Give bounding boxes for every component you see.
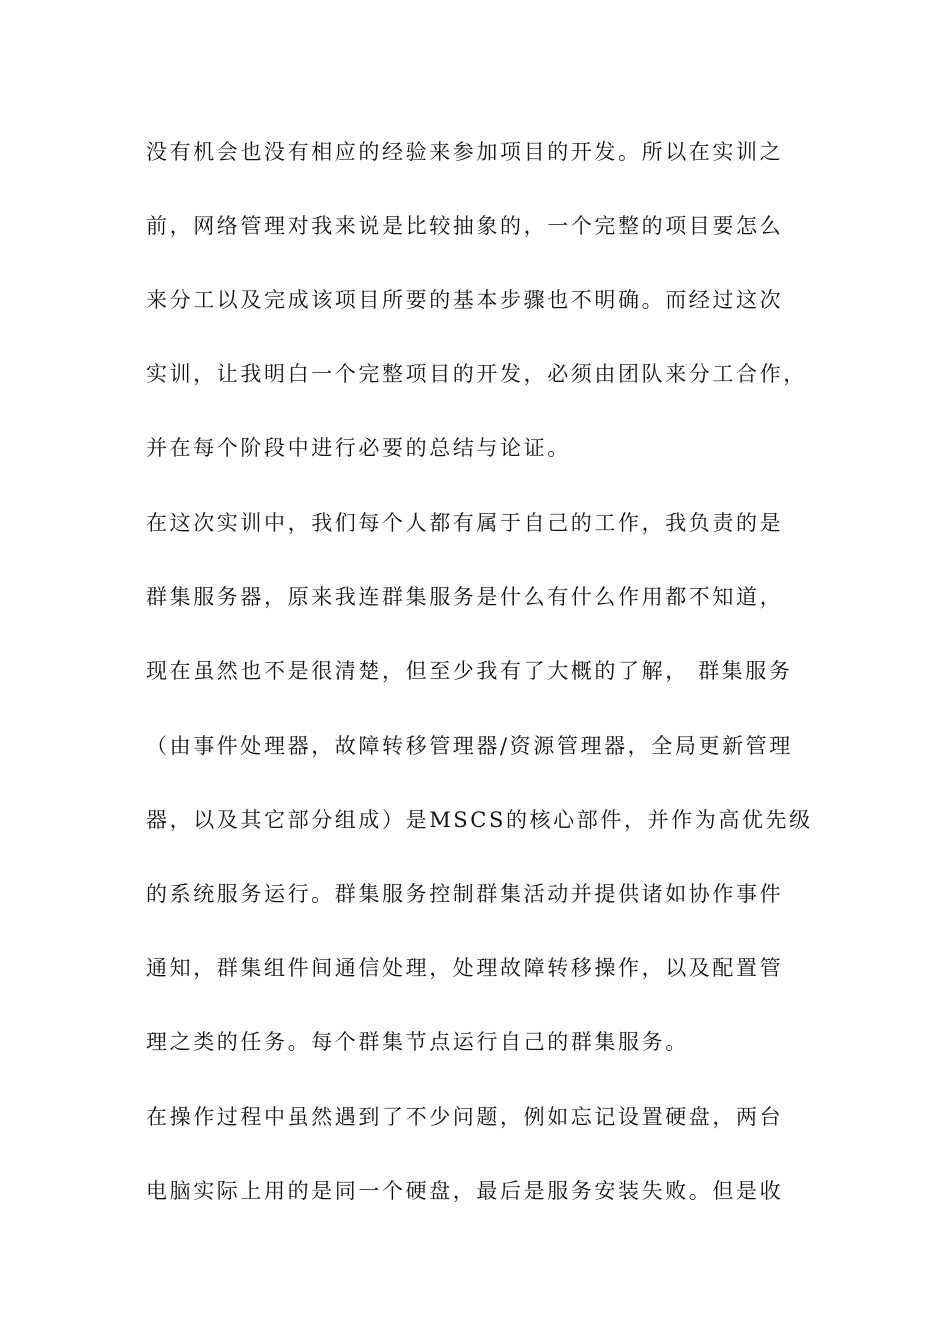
text-line: 实训，让我明白一个完整项目的开发，必须由团队来分工合作， <box>146 362 807 386</box>
text-line: 在这次实训中，我们每个人都有属于自己的工作，我负责的是 <box>146 511 784 535</box>
text-line: 通知，群集组件间通信处理，处理故障转移操作，以及配置管 <box>146 956 784 980</box>
text-line: 并在每个阶段中进行必要的总结与论证。 <box>146 436 571 460</box>
text-line: 电脑实际上用的是同一个硬盘，最后是服务安装失败。但是收 <box>146 1179 784 1203</box>
text-line: 理之类的任务。每个群集节点运行自己的群集服务。 <box>146 1030 689 1054</box>
text-line: 的系统服务运行。群集服务控制群集活动并提供诸如协作事件 <box>146 882 784 906</box>
text-line: 没有机会也没有相应的经验来参加项目的开发。所以在实训之 <box>146 140 784 164</box>
text-line: 现在虽然也不是很清楚，但至少我有了大概的了解， 群集服务 <box>146 659 793 683</box>
text-line: 器，以及其它部分组成）是MSCS的核心部件，并作为高优先级 <box>146 808 813 832</box>
text-line: 来分工以及完成该项目所要的基本步骤也不明确。而经过这次 <box>146 288 784 312</box>
text-line: 前，网络管理对我来说是比较抽象的，一个完整的项目要怎么 <box>146 214 784 238</box>
text-line: 群集服务器，原来我连群集服务是什么有什么作用都不知道， <box>146 585 784 609</box>
text-line: （由事件处理器，故障转移管理器/资源管理器，全局更新管理 <box>146 734 793 758</box>
text-line: 在操作过程中虽然遇到了不少问题，例如忘记设置硬盘，两台 <box>146 1105 784 1129</box>
